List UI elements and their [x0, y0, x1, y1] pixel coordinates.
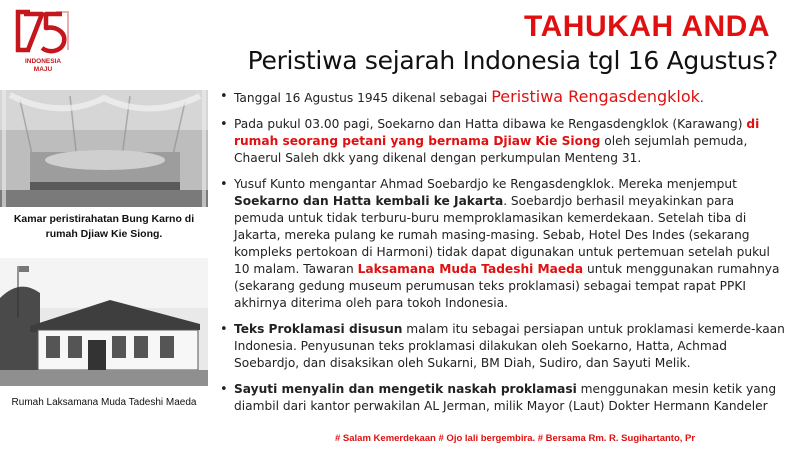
list-item — [216, 321, 786, 372]
bullet-text: . Soebardjo berhasil meyakinkan para pemuda untuk tidak terburu-buru memproklamasikan kemerdekaan. Setelah tiba di Jakarta, mereka pulang ke rumah masing-masing. Sebab, Hotel Des Indes (sekarang kompleks pertokoan di Harmoni) tidak dapat digunakan untuk pertemuan setelah pukul 10 malam. Tawaran — [234, 194, 770, 276]
content-list — [216, 88, 786, 424]
bullet-text: Yusuf Kunto mengantar Ahmad Soebardjo ke Rengasdengklok. Mereka menjemput — [234, 177, 737, 191]
bullet-text: malam itu sebagai persiapan untuk proklamasi kemerde-kaan Indonesia. Penyusunan teks proklamasi dilakukan oleh Soekarno, Hatta, Achmad Soebardjo, dan disaksikan oleh Sukarni, BM Diah, Sudiro, dan Sayuti Melik. — [234, 322, 785, 370]
bullet-text: oleh sejumlah pemuda, Chaerul Saleh dkk yang dikenal dengan perkumpulan Menteng 31. — [234, 134, 748, 165]
page-title: TAHUKAH ANDA — [524, 10, 770, 43]
bullet-text: menggunakan mesin ketik yang diambil dari kantor perwakilan AL Jerman, milik Mayor (Laut) Dokter Hermann Kandeler — [234, 382, 777, 413]
bold-text: Soekarno dan Hatta kembali ke Jakarta — [234, 194, 504, 208]
bullet-text: Tanggal 16 Agustus 1945 dikenal sebagai — [234, 91, 492, 105]
bold-text: Teks Proklamasi disusun — [234, 322, 403, 336]
bullet-text: untuk menggunakan rumahnya (sekarang gedung museum perumusan teks proklamasi) sebagai tempat rapat PPKI akhirnya diterima oleh para tokoh Indonesia. — [234, 262, 780, 310]
highlight-text: Laksamana Muda Tadeshi Maeda — [357, 262, 584, 276]
house-caption: Rumah Laksamana Muda Tadeshi Maeda — [11, 397, 197, 408]
bedroom-photo — [0, 90, 208, 207]
logo-wordmark — [12, 58, 74, 74]
highlight-text: Peristiwa Rengasdengklok — [491, 87, 700, 106]
footer-hashtags: # Salam Kemerdekaan # Ojo lali bergembira. # Bersama Rm. R. Sugihartanto, Pr — [335, 433, 696, 444]
logo-line1: INDONESIA — [24, 58, 62, 65]
list-item — [216, 116, 786, 167]
maeda-house-photo — [0, 258, 208, 386]
bold-text: Sayuti menyalin dan mengetik naskah proklamasi — [234, 382, 577, 396]
bullet-text: . — [699, 91, 704, 105]
list-item — [216, 176, 786, 312]
list-item — [216, 381, 786, 415]
highlight-text: di rumah seorang petani yang bernama Djiaw Kie Siong — [234, 117, 760, 148]
bedroom-caption: Kamar peristirahatan Bung Karno di rumah Djiaw Kie Siong. — [13, 213, 195, 240]
logo-line2: MAJU — [33, 66, 53, 73]
page-subtitle: Peristiwa sejarah Indonesia tgl 16 Agustus? — [247, 46, 778, 75]
list-item — [216, 88, 786, 107]
bullet-text: Pada pukul 03.00 pagi, Soekarno dan Hatta dibawa ke Rengasdengklok (Karawang) — [234, 117, 747, 131]
